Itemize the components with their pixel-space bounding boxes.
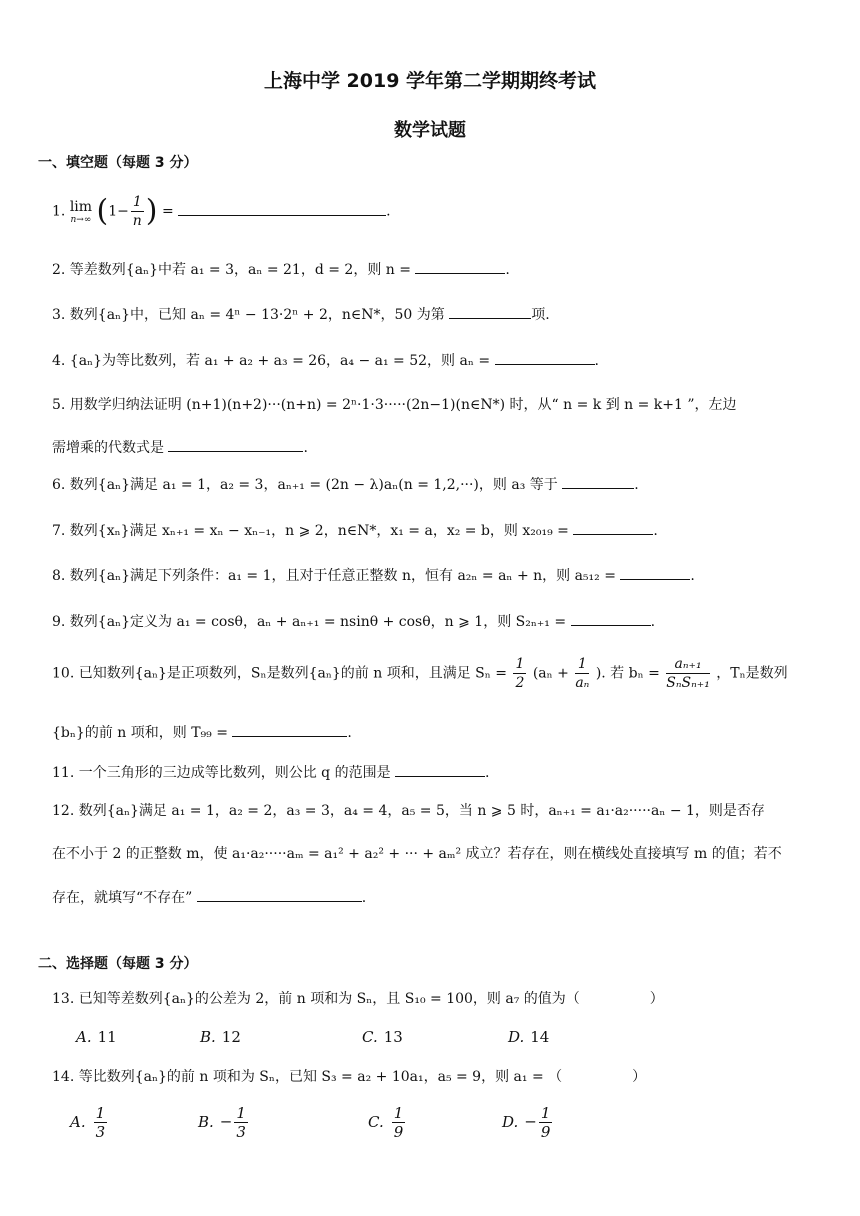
q14-option-c-letter: C. bbox=[368, 1112, 384, 1131]
q8-text: 8. 数列{aₙ}满足下列条件：a₁ = 1，且对于任意正整数 n，恒有 a₂ₙ = aₙ + n，则 a₅₁₂ = bbox=[52, 568, 616, 584]
q10-inverse-fraction: $\frac{1}{\text{aₙ}}$ bbox=[575, 656, 590, 691]
q10-text-mid2: ). 若 bₙ = bbox=[595, 665, 660, 682]
q10-text-post: ，Tₙ是数列 bbox=[716, 665, 788, 682]
question-12 bbox=[52, 800, 812, 822]
q10-half-fraction: $\frac{1}{2}$ bbox=[515, 656, 525, 691]
q13-option-c[interactable] bbox=[362, 1028, 403, 1046]
question-6 bbox=[52, 472, 812, 496]
q10-b-fraction: $\frac{\text{aₙ₊₁}}{\text{SₙSₙ₊₁}}$ bbox=[666, 656, 710, 691]
q1-end: . bbox=[386, 203, 391, 220]
q1-expr: 1− bbox=[108, 203, 129, 220]
q13-option-d[interactable] bbox=[508, 1028, 549, 1046]
q14-option-d-fraction: $\frac{1}{9}$ bbox=[540, 1104, 551, 1141]
question-5-line2 bbox=[52, 435, 812, 459]
q14-option-a-letter: A. bbox=[70, 1112, 86, 1131]
question-2 bbox=[52, 257, 812, 281]
q14-option-c-fraction: $\frac{1}{9}$ bbox=[393, 1104, 404, 1141]
question-7 bbox=[52, 518, 812, 542]
question-3 bbox=[52, 302, 812, 326]
q11-end: . bbox=[485, 765, 490, 781]
q3-end: 项. bbox=[531, 307, 550, 323]
q8-end: . bbox=[690, 568, 695, 584]
q13-option-a[interactable] bbox=[76, 1028, 117, 1046]
q13-option-b-value: 12 bbox=[221, 1028, 241, 1046]
q6-end: . bbox=[634, 477, 639, 493]
q11-answer-blank[interactable] bbox=[395, 760, 485, 777]
q9-end: . bbox=[650, 614, 656, 630]
q14-option-d-letter: D. bbox=[502, 1112, 519, 1131]
q5-text-line1: 5. 用数学归纳法证明 (n+1)(n+2)···(n+n) = 2ⁿ·1·3·····(2n−1)(n∈N*) 时，从“ n = k 到 n = k+1 ”，左边 bbox=[52, 397, 737, 413]
q14-option-c[interactable] bbox=[368, 1104, 407, 1141]
q14-option-b-sign: − bbox=[219, 1112, 233, 1131]
q1-number: 1. bbox=[52, 203, 66, 220]
question-12-line2 bbox=[52, 843, 812, 865]
q5-text-line2: 需增乘的代数式是 bbox=[52, 440, 164, 456]
q5-answer-blank[interactable] bbox=[168, 435, 303, 452]
q13-option-b[interactable] bbox=[200, 1028, 241, 1046]
q14-option-b-fraction: $\frac{1}{3}$ bbox=[236, 1104, 246, 1141]
q6-text: 6. 数列{aₙ}满足 a₁ = 1，a₂ = 3，aₙ₊₁ = (2n − λ)aₙ(n = 1,2,···)，则 a₃ 等于 bbox=[52, 477, 558, 493]
q14-option-a[interactable] bbox=[70, 1104, 109, 1141]
q13-text: 13. 已知等差数列{aₙ}的公差为 2，前 n 项和为 Sₙ，且 S₁₀ = 100，则 a₇ 的值为（ bbox=[52, 991, 580, 1007]
q13-option-b-letter: B. bbox=[200, 1028, 216, 1046]
q13-close: ） bbox=[649, 991, 664, 1007]
q6-answer-blank[interactable] bbox=[562, 472, 634, 489]
q7-text: 7. 数列{xₙ}满足 xₙ₊₁ = xₙ − xₙ₋₁，n ⩾ 2，n∈N*，x₁ = a，x₂ = b，则 x₂₀₁₉ = bbox=[52, 523, 569, 539]
q14-close: ） bbox=[632, 1069, 647, 1085]
q7-end: . bbox=[653, 523, 658, 539]
q13-option-d-letter: D. bbox=[508, 1028, 525, 1046]
q2-text: 2. 等差数列{aₙ}中若 a₁ = 3，aₙ = 21，d = 2，则 n = bbox=[52, 262, 411, 278]
exam-subtitle: 数学试题 bbox=[394, 120, 466, 141]
q9-answer-blank[interactable] bbox=[571, 609, 651, 626]
section-fill-header: 一、填空题（每题 3 分） bbox=[38, 155, 198, 171]
q14-option-d[interactable] bbox=[502, 1104, 554, 1141]
q4-end: . bbox=[594, 353, 599, 369]
question-12-line3 bbox=[52, 885, 812, 909]
question-10 bbox=[52, 655, 812, 692]
q13-option-d-value: 14 bbox=[530, 1028, 550, 1046]
q13-option-a-letter: A. bbox=[76, 1028, 92, 1046]
question-5 bbox=[52, 394, 812, 416]
q10-text-mid1: (aₙ + bbox=[532, 665, 569, 682]
q12-answer-blank[interactable] bbox=[197, 885, 362, 902]
q7-answer-blank[interactable] bbox=[573, 518, 653, 535]
q3-answer-blank[interactable] bbox=[449, 302, 531, 319]
q4-answer-blank[interactable] bbox=[495, 348, 595, 365]
q12-text-line1: 12. 数列{aₙ}满足 a₁ = 1，a₂ = 2，a₃ = 3，a₄ = 4，a₅ = 5，当 n ⩾ 5 时，aₙ₊₁ = a₁·a₂·····aₙ − 1，则是否存 bbox=[52, 803, 765, 819]
question-14 bbox=[52, 1066, 812, 1088]
q10-text-line2: {bₙ}的前 n 项和，则 T₉₉ = bbox=[52, 725, 228, 741]
q1-lim-text: lim bbox=[69, 198, 93, 215]
q14-option-b-letter: B. bbox=[198, 1112, 214, 1131]
q10-answer-blank[interactable] bbox=[232, 720, 347, 737]
exam-title: 上海中学 2019 学年第二学期期终考试 bbox=[263, 70, 597, 92]
q3-text: 3. 数列{aₙ}中，已知 aₙ = 4ⁿ − 13·2ⁿ + 2，n∈N*，50 为第 bbox=[52, 307, 445, 323]
question-10-line2 bbox=[52, 720, 812, 744]
q14-text: 14. 等比数列{aₙ}的前 n 项和为 Sₙ，已知 S₃ = a₂ + 10a₁，a₅ = 9，则 a₁ = （ bbox=[52, 1069, 563, 1085]
q4-text: 4. {aₙ}为等比数列，若 a₁ + a₂ + a₃ = 26，a₄ − a₁ = 52，则 aₙ = bbox=[52, 353, 491, 369]
question-8 bbox=[52, 563, 812, 587]
q10-end: . bbox=[347, 725, 352, 741]
q13-option-c-value: 13 bbox=[383, 1028, 403, 1046]
q1-answer-blank[interactable] bbox=[178, 199, 386, 216]
q13-option-c-letter: C. bbox=[362, 1028, 378, 1046]
q12-text-line2: 在不小于 2 的正整数 m，使 a₁·a₂·····aₘ = a₁² + a₂² + ··· + aₘ² 成立？若存在，则在横线处直接填写 m 的值；若不 bbox=[52, 846, 782, 862]
q12-text-line3: 存在，就填写“不存在” bbox=[52, 890, 193, 906]
q14-option-a-fraction: $\frac{1}{3}$ bbox=[95, 1104, 106, 1141]
q9-text: 9. 数列{aₙ}定义为 a₁ = cosθ，aₙ + aₙ₊₁ = nsinθ + cosθ，n ⩾ 1，则 S₂ₙ₊₁ = bbox=[52, 614, 567, 630]
q1-fraction: $\frac{1}{n}$ bbox=[132, 194, 142, 229]
q1-eq: = bbox=[161, 203, 174, 220]
q1-lim-sub: n→∞ bbox=[70, 214, 92, 225]
q2-answer-blank[interactable] bbox=[415, 257, 505, 274]
question-11 bbox=[52, 760, 812, 784]
q2-end: . bbox=[505, 262, 510, 278]
question-13 bbox=[52, 988, 812, 1010]
question-9 bbox=[52, 609, 812, 633]
q8-answer-blank[interactable] bbox=[620, 563, 690, 580]
q13-option-a-value: 11 bbox=[97, 1028, 117, 1046]
q10-text-pre: 10. 已知数列{aₙ}是正项数列，Sₙ是数列{aₙ}的前 n 项和，且满足 Sₙ = bbox=[52, 665, 507, 682]
q14-option-d-sign: − bbox=[524, 1112, 537, 1131]
q12-end: . bbox=[361, 890, 367, 906]
section-choice-header: 二、选择题（每题 3 分） bbox=[38, 956, 198, 972]
q14-option-b[interactable] bbox=[198, 1104, 250, 1141]
q5-end: . bbox=[303, 440, 308, 456]
q1-limit bbox=[70, 199, 92, 225]
question-4 bbox=[52, 348, 812, 372]
q11-text: 11. 一个三角形的三边成等比数列，则公比 q 的范围是 bbox=[52, 765, 391, 781]
question-1: 1. lim n→∞ (1− $\frac{1}{n}$ ) = . bbox=[52, 193, 391, 229]
